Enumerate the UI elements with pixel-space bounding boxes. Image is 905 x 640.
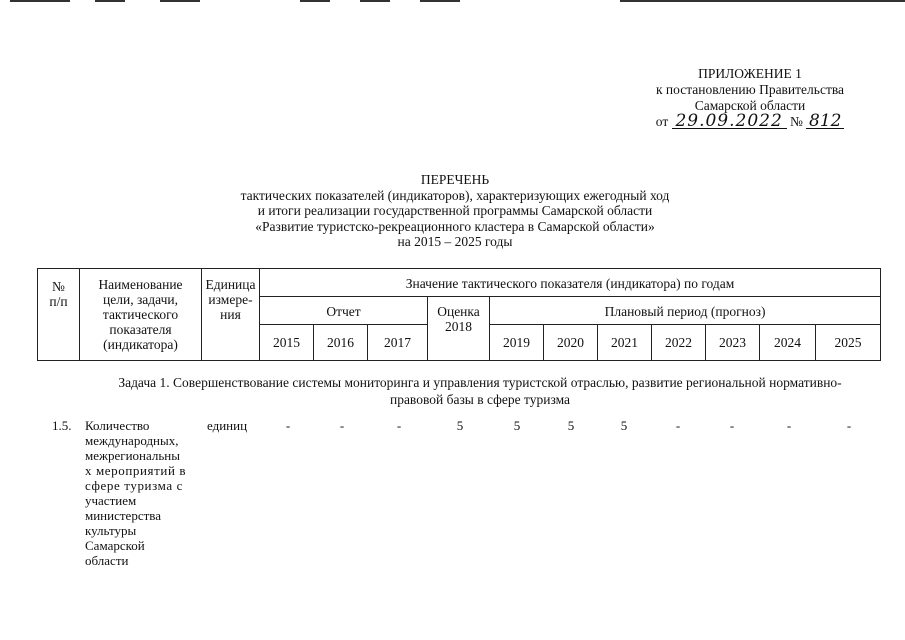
year-cell: 2022 xyxy=(652,325,706,361)
value-2015: - xyxy=(285,418,291,433)
task-line-1: Задача 1. Совершенствование системы мониторинга и управления туристской отраслью, развитие региональной нормативно- xyxy=(118,375,842,390)
header-num xyxy=(38,269,80,361)
header-values-by-year: Значение тактического показателя (индикатора) по годам xyxy=(260,269,881,297)
header-num-line-1: № xyxy=(52,279,65,294)
title-line-1: ПЕРЕЧЕНЬ xyxy=(420,172,490,187)
header-num-line-2: п/п xyxy=(49,294,68,309)
title-line-4: «Развитие туристско-рекреационного кластера в Самарской области» xyxy=(255,218,655,234)
row-indicator-name xyxy=(85,418,197,568)
indicator-name-line: международных, xyxy=(85,433,179,448)
appendix-date-row xyxy=(600,111,900,131)
value-2019: 5 xyxy=(513,418,521,433)
header-unit-line: измере- xyxy=(208,292,253,307)
indicator-name-line: культуры xyxy=(85,523,137,538)
task-heading xyxy=(75,374,885,408)
document-title xyxy=(150,172,760,250)
value-2016: - xyxy=(339,418,345,433)
value-2025: - xyxy=(846,418,852,433)
appendix-line-3: Самарской области xyxy=(694,98,806,113)
scan-top-line-6 xyxy=(420,0,460,2)
scan-top-line-1 xyxy=(10,0,70,2)
header-estimate-year: 2018 xyxy=(445,319,472,334)
indicator-name-line: сфере туризма с xyxy=(85,478,183,493)
year-cell: 2025 xyxy=(816,325,881,361)
indicator-name-line: межрегиональны xyxy=(85,448,180,463)
indicator-name-line: х мероприятий в xyxy=(85,463,187,478)
title-line-2: тактических показателей (индикаторов), характеризующих ежегодный ход xyxy=(240,187,670,203)
year-cell: 2024 xyxy=(760,325,816,361)
scan-top-line-4 xyxy=(300,0,330,2)
header-unit-line: ния xyxy=(220,307,241,322)
year-cell: 2017 xyxy=(368,325,428,361)
value-2023: - xyxy=(729,418,735,433)
scan-top-line-2 xyxy=(95,0,125,2)
header-name-line: Наименование xyxy=(98,277,183,292)
year-cell: 2020 xyxy=(544,325,598,361)
indicator-name-line: области xyxy=(85,553,129,568)
header-name-line: показателя xyxy=(109,322,172,337)
scan-top-line-5 xyxy=(360,0,390,2)
header-name-line: (индикатора) xyxy=(103,337,178,352)
indicator-name-line: Количество xyxy=(85,418,150,433)
header-estimate-label: Оценка xyxy=(437,304,480,319)
year-cell: 2015 xyxy=(260,325,314,361)
header-plan-period: Плановый период (прогноз) xyxy=(490,297,881,325)
header-name-line: тактического xyxy=(102,307,179,322)
value-2017: - xyxy=(396,418,402,433)
appendix-line-1: ПРИЛОЖЕНИЕ 1 xyxy=(698,66,802,81)
value-2024: - xyxy=(786,418,792,433)
title-line-5: на 2015 – 2025 годы xyxy=(397,234,513,250)
year-cell: 2019 xyxy=(490,325,544,361)
year-cell: 2023 xyxy=(706,325,760,361)
row-number: 1.5. xyxy=(52,418,72,433)
appendix-block xyxy=(600,66,900,130)
value-2021: 5 xyxy=(620,418,628,433)
header-name-line: цели, задачи, xyxy=(103,292,178,307)
row-unit: единиц xyxy=(207,418,248,433)
handwritten-date: 29.09.2022 xyxy=(672,114,787,129)
indicator-name-line: министерства xyxy=(85,508,162,523)
header-report: Отчет xyxy=(260,297,428,325)
indicator-name-line: Самарской xyxy=(85,538,145,553)
handwritten-number: 812 xyxy=(806,114,844,129)
indicator-name-line: участием xyxy=(85,493,137,508)
indicators-table-header xyxy=(37,268,881,361)
date-prefix: от xyxy=(655,114,669,129)
year-cell: 2016 xyxy=(314,325,368,361)
header-unit-line: Единица xyxy=(205,277,256,292)
header-name xyxy=(80,269,202,361)
value-2022: - xyxy=(675,418,681,433)
header-unit xyxy=(202,269,260,361)
header-estimate xyxy=(428,297,490,361)
title-line-3: и итоги реализации государственной программы Самарской области xyxy=(257,203,653,219)
number-prefix: № xyxy=(789,114,803,129)
value-2018: 5 xyxy=(456,418,464,433)
task-line-2: правовой базы в сфере туризма xyxy=(389,392,571,407)
appendix-line-2: к постановлению Правительства xyxy=(655,82,845,97)
scan-top-line-7 xyxy=(620,0,905,2)
value-2020: 5 xyxy=(567,418,575,433)
scan-top-line-3 xyxy=(160,0,200,2)
year-cell: 2021 xyxy=(598,325,652,361)
